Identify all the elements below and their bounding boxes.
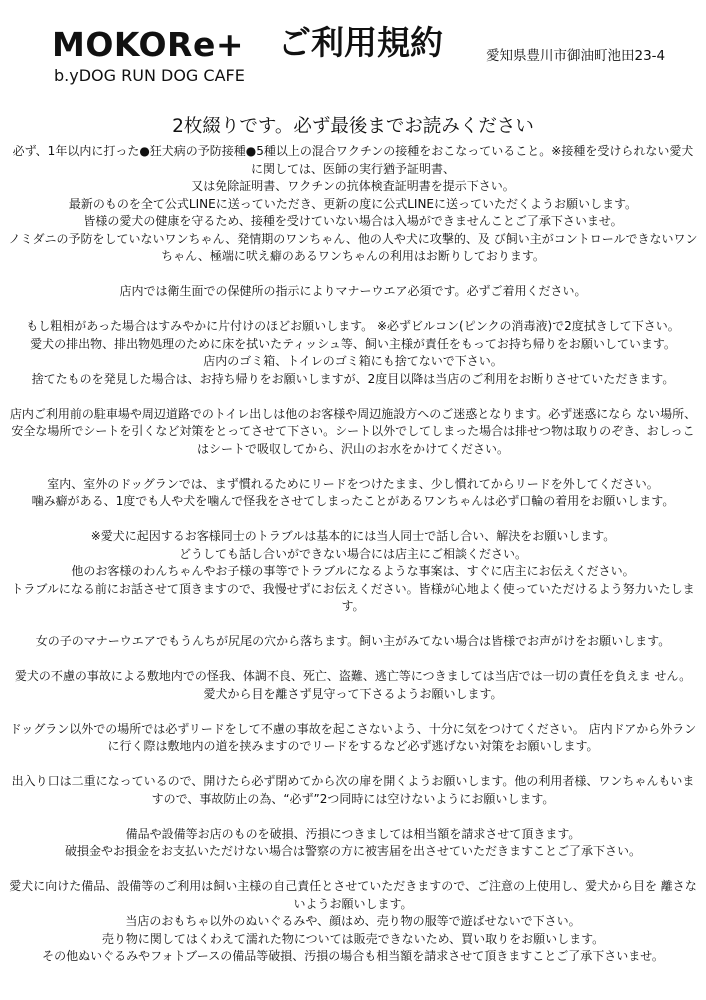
- terms-line: 他のお客様のわんちゃんやお子様の事等でトラブルになるような事案は、すぐに店主にお伝えください。: [71, 564, 635, 578]
- terms-line: 愛犬から目を離さず見守って下さるようお願いします。: [203, 686, 503, 701]
- terms-line: 愛犬の排出物、排出物処理のために床を拭いたティッシュ等、飼い主様が責任をもってお持ち帰りをお願いしています。: [30, 336, 676, 351]
- terms-line: トラブルになる前にお話させて頂きますので、我慢せずにお伝えください。皆様が心地よく使っていただけるよう努力いたします。: [11, 581, 695, 613]
- terms-paragraph: [8, 476, 698, 511]
- brand-name: MOKORe+: [52, 25, 244, 64]
- terms-line: 破損金やお損金をお支払いただけない場合は警察の方に被害届を出させていただきますことご了承下さい。: [64, 844, 641, 858]
- terms-line: もし粗相があった場合はすみやかに片付けのほどお願いします。 ※必ずビルコン(ピンクの消毒液)で2度拭きして下さい。: [26, 319, 680, 333]
- terms-line: 又は免除証明書、ワクチンの抗体検査証明書を提示下さい。: [191, 179, 515, 193]
- terms-paragraph: [8, 528, 698, 616]
- terms-line: 店内ご利用前の駐車場や周辺道路でのトイレ出しは他のお客様や周辺施設方へのご迷惑となります。必ず迷惑になら ない場所、安全な場所でシートを引くなど対策をとってさせて下さい。シート以外でしてしまった場合は排せつ物は取りのぞき、おしっこはシートで吸収してから、沢山のお水をかけてください。: [9, 406, 697, 456]
- terms-line: 愛犬の不慮の事故による敷地内での怪我、体調不良、死亡、盗難、逃亡等につきましては当店では一切の責任を負えま せん。: [14, 669, 692, 683]
- terms-line: ノミダニの予防をしていないワンちゃん、発情期のワンちゃん、他の人や犬に攻撃的、及 び飼い主がコントロールできないワンちゃん、極端に吠え癖のあるワンちゃんの利用はお断りしております。: [8, 231, 698, 263]
- terms-line: 捨てたものを発見した場合は、お持ち帰りをお願いしますが、2度目以降は当店のご利用をお断りさせていただきます。: [31, 371, 675, 386]
- terms-line: 皆様の愛犬の健康を守るため、接種を受けていない場合は入場ができませんことご了承下さいませ。: [83, 214, 623, 228]
- terms-line: 店内のゴミ箱、トイレのゴミ箱にも捨てないで下さい。: [203, 354, 503, 368]
- terms-paragraph: [8, 773, 698, 808]
- brand-subtitle: b.yDOG RUN DOG CAFE: [54, 66, 245, 85]
- terms-line: 女の子のマナーウエアでもうんちが尻尾の穴から落ちます。飼い主がみてない場合は皆様でお声がけをお願いします。: [35, 634, 671, 648]
- terms-line: どうしても話し合いができない場合には店主にご相談ください。: [178, 546, 527, 561]
- terms-line: その他ぬいぐるみやフォトブースの備品等破損、汚損の場合も相当額を請求させて頂きますことご了承下さいませ。: [42, 949, 664, 963]
- terms-paragraph: [8, 878, 698, 966]
- terms-line: 必ず、1年以内に打った●狂犬病の予防接種●5種以上の混合ワクチンの接種をおこなっていること。※接種を受けられない愛犬に関しては、医師の実行猶予証明書、: [12, 144, 694, 176]
- terms-paragraph: [8, 826, 698, 861]
- terms-line: ドッグラン以外での場所では必ずリードをして不慮の事故を起こさないよう、十分に気をつけてください。 店内ドアから外ランに行く際は敷地内の道を挟みますのでリードをするなど必ず逃げない対策をお願いします。: [9, 721, 697, 753]
- terms-line: 噛み癖がある、1度でも人や犬を噛んで怪我をさせてしまったことがあるワンちゃんは必ず口輪の着用をお願いします。: [31, 494, 675, 508]
- page-title: ご利用規約: [278, 23, 443, 62]
- terms-paragraph: [8, 143, 698, 266]
- terms-paragraph: [8, 721, 698, 756]
- terms-line: 店内では衛生面での保健所の指示によりマナーウエア必須です。必ずご着用ください。: [119, 284, 587, 298]
- terms-body: [8, 143, 698, 983]
- terms-line: 愛犬に向けた備品、設備等のご利用は飼い主様の自己責任とさせていただきますので、ご注意の上使用し、愛犬から目を 離さないようお願いします。: [9, 879, 697, 911]
- page-header: [0, 0, 706, 100]
- terms-paragraph: [8, 283, 698, 301]
- terms-paragraph: [8, 668, 698, 703]
- terms-line: ※愛犬に起因するお客様同士のトラブルは基本的には当人同士で話し合い、解決をお願いします。: [90, 529, 616, 543]
- terms-line: 備品や設備等お店のものを破損、汚損につきましては相当額を請求させて頂きます。: [125, 826, 581, 841]
- terms-paragraph: [8, 633, 698, 651]
- terms-paragraph: [8, 318, 698, 388]
- terms-line: 売り物に関してはくわえて濡れた物については販売できないため、買い取りをお願いします。: [101, 931, 605, 946]
- terms-paragraph: [8, 406, 698, 459]
- notice-heading: 2枚綴りです。必ず最後までお読みください: [172, 116, 534, 137]
- terms-line: 最新のものを全て公式LINEに送っていただき、更新の度に公式LINEに送っていただくようお願いします。: [68, 196, 638, 211]
- terms-line: 出入り口は二重になっているので、開けたら必ず閉めてから次の扉を開くようお願いします。他の利用者様、ワンちゃんもいますので、事故防止の為、“必ず”2つ同時には空けないようにお願いします。: [11, 774, 695, 806]
- terms-line: 室内、室外のドッグランでは、まず慣れるためにリードをつけたまま、少し慣れてからリードを外してください。: [47, 476, 659, 491]
- terms-line: 当店のおもちゃ以外のぬいぐるみや、顔はめ、売り物の服等で遊ばせないで下さい。: [125, 914, 581, 928]
- store-address: 愛知県豊川市御油町池田23-4: [486, 48, 666, 64]
